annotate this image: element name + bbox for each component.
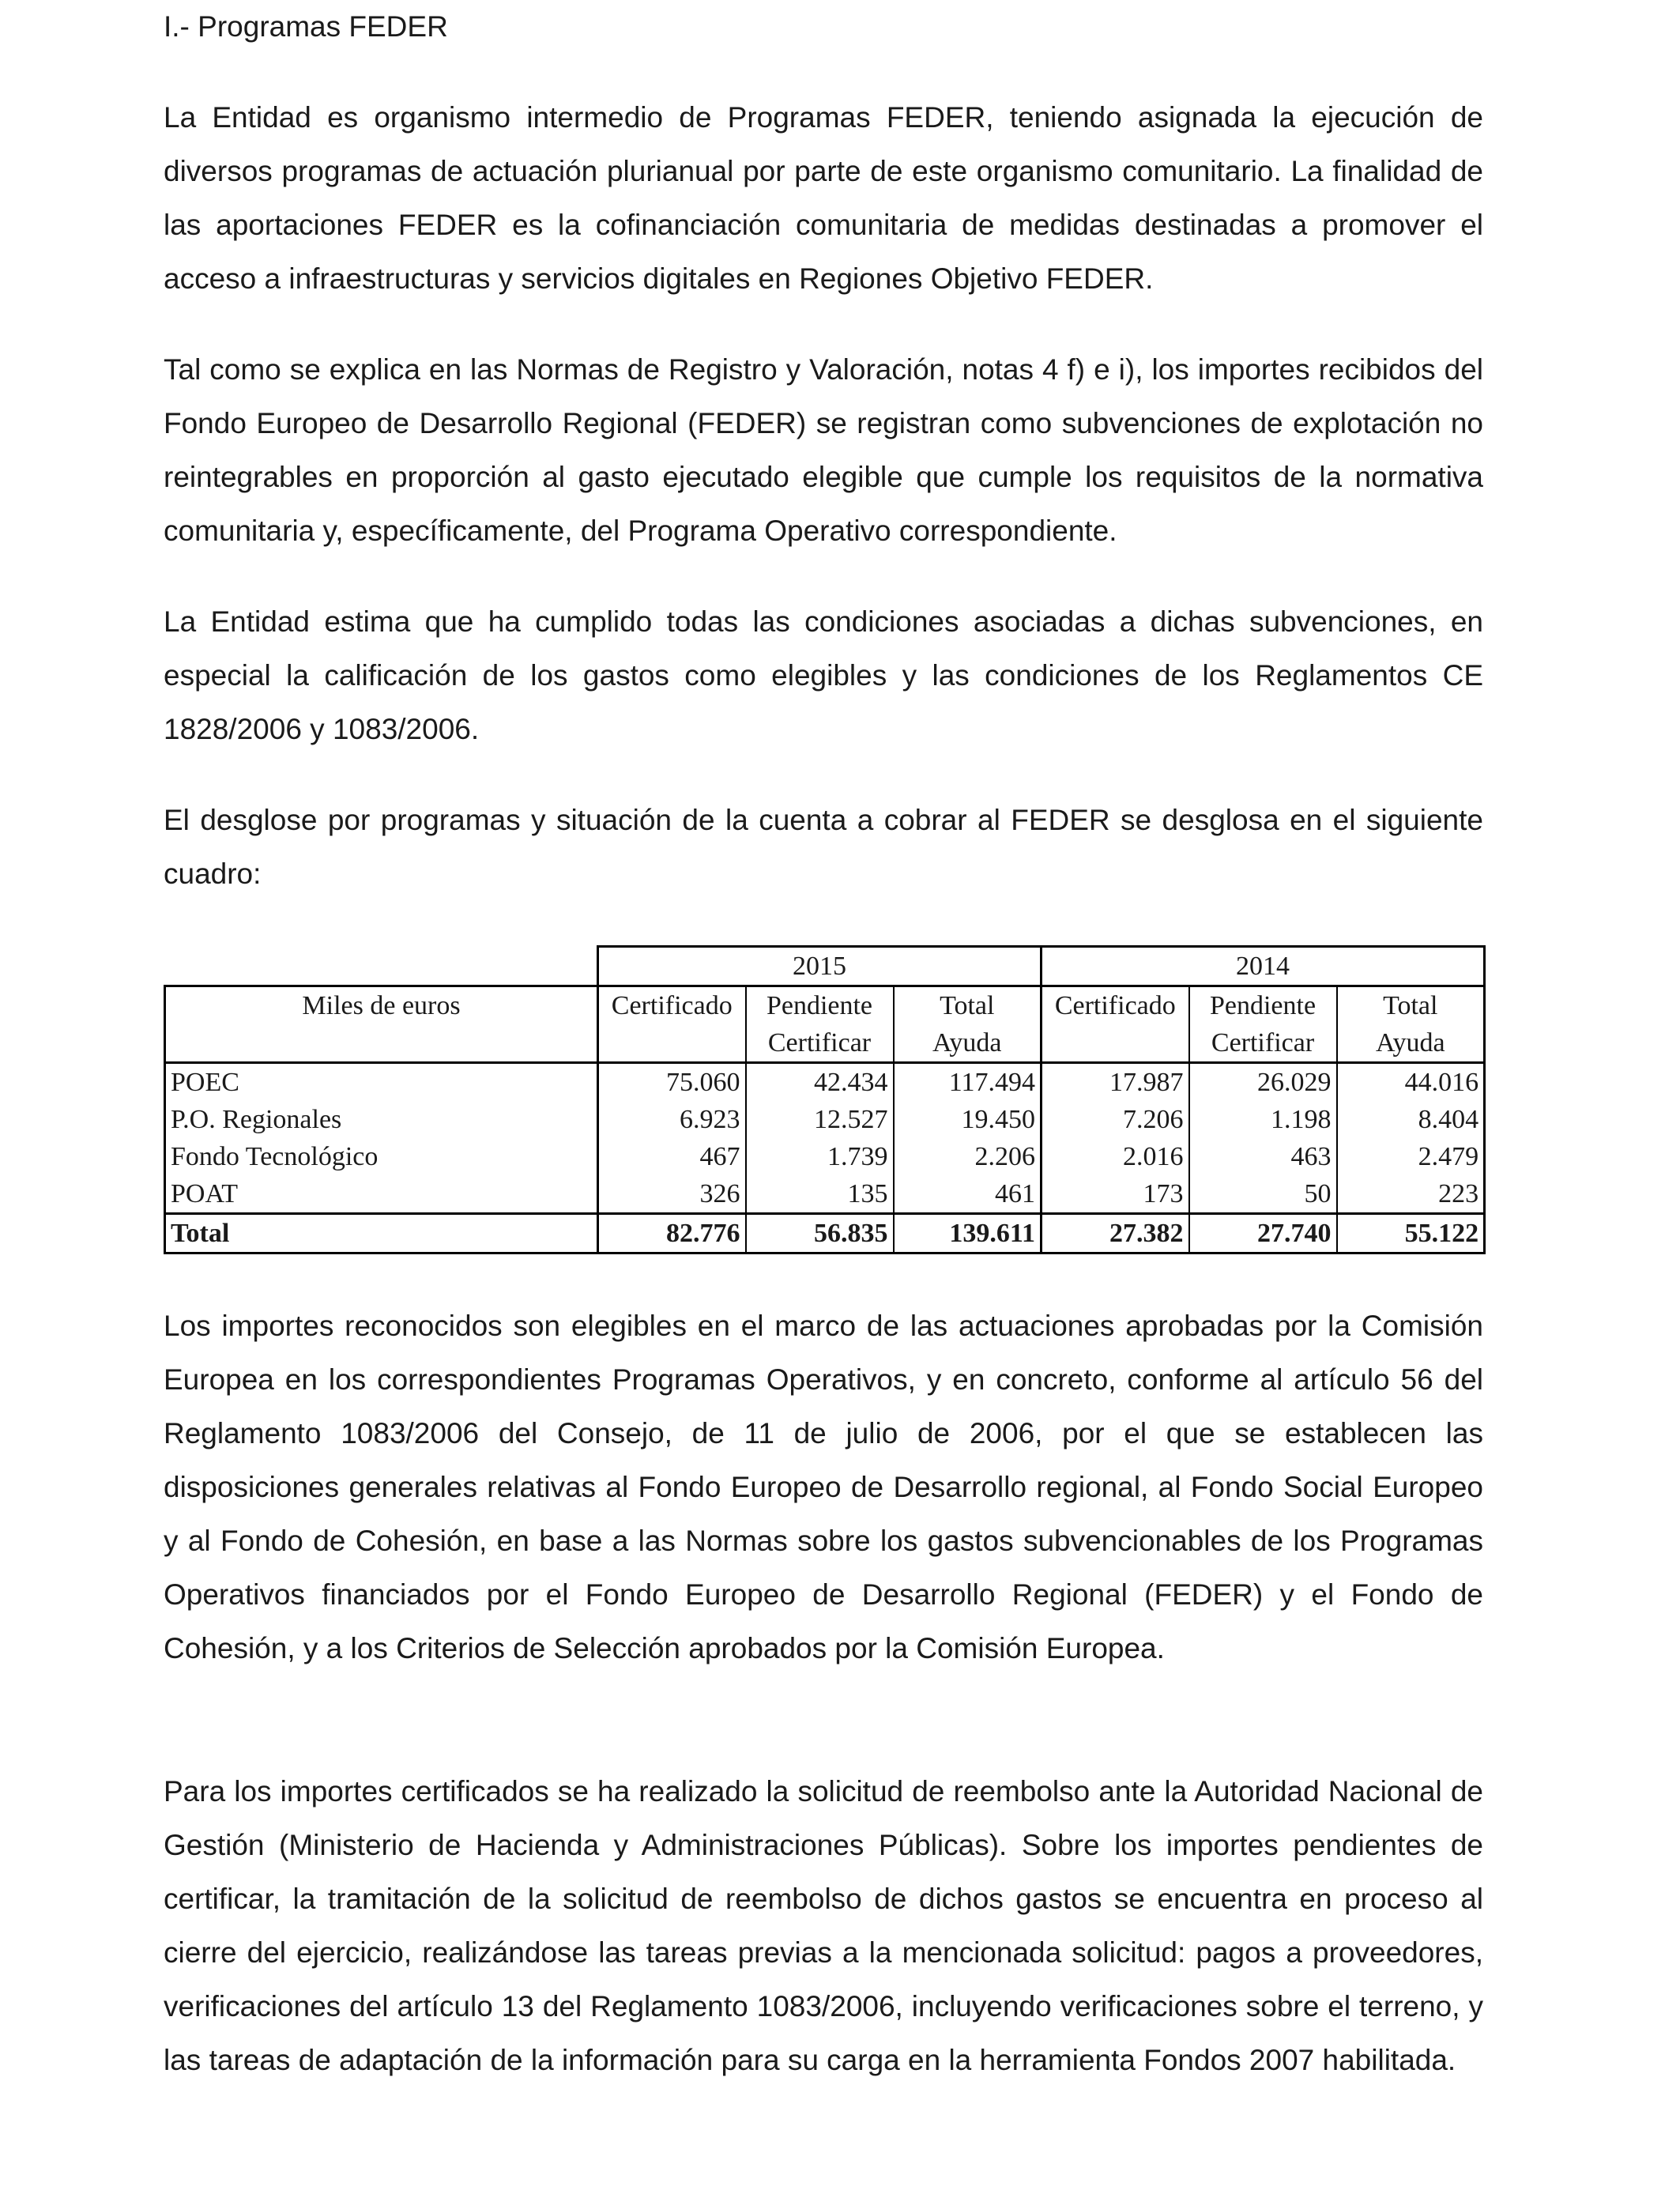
cell: 461 xyxy=(894,1175,1042,1214)
year-2015-header: 2015 xyxy=(598,947,1042,986)
col-header-sub xyxy=(598,1024,746,1063)
row-label: POEC xyxy=(165,1063,598,1102)
paragraph-table-intro: El desglose por programas y situación de la cuenta a cobrar al FEDER se desglosa en el siguiente cuadro: xyxy=(164,804,1483,890)
total-cell: 27.740 xyxy=(1189,1214,1337,1253)
cell: 2.016 xyxy=(1042,1138,1189,1175)
cell: 1.739 xyxy=(746,1138,894,1175)
total-cell: 27.382 xyxy=(1042,1214,1189,1253)
row-label: P.O. Regionales xyxy=(165,1101,598,1138)
total-cell: 82.776 xyxy=(598,1214,746,1253)
year-2014-header: 2014 xyxy=(1042,947,1485,986)
cell: 1.198 xyxy=(1189,1101,1337,1138)
cell: 7.206 xyxy=(1042,1101,1189,1138)
paragraph-eligibility: Los importes reconocidos son elegibles en el marco de las actuaciones aprobadas por la Comisión Europea en los correspondientes Programas Operativos, y en concreto, conforme al artículo 56 del Reglamento 1083/2006 del Consejo, de 11 de julio de 2006, por el que se establecen las disposiciones generales relativas al Fondo Europeo de Desarrollo regional, al Fondo Social Europeo y al Fondo de Cohesión, en base a las Normas sobre los gastos subvencionables de los Programas Operativos financiados por el Fondo Europeo de Desarrollo Regional (FEDER) y el Fondo de Cohesión, y a los Criterios de Selección aprobados por la Comisión Europea. xyxy=(164,1310,1483,1664)
cell: 223 xyxy=(1337,1175,1485,1214)
col-header: Total xyxy=(894,986,1042,1025)
paragraph-intro: La Entidad es organismo intermedio de Programas FEDER, teniendo asignada la ejecución de diversos programas de actuación plurianual por parte de este organismo comunitario. La finalidad de las aportaciones FEDER es la cofinanciación comunitaria de medidas destinadas a promover el acceso a infraestructuras y servicios digitales en Regiones Objetivo FEDER. xyxy=(164,101,1483,295)
cell: 17.987 xyxy=(1042,1063,1189,1102)
cell: 173 xyxy=(1042,1175,1189,1214)
cell: 19.450 xyxy=(894,1101,1042,1138)
cell: 467 xyxy=(598,1138,746,1175)
table-column-header-row-2 xyxy=(165,1024,1485,1063)
cell: 44.016 xyxy=(1337,1063,1485,1102)
cell: 42.434 xyxy=(746,1063,894,1102)
paragraph-conditions: La Entidad estima que ha cumplido todas las condiciones asociadas a dichas subvenciones, en especial la calificación de los gastos como elegibles y las condiciones de los Reglamentos CE 1828/2006 y 1083/2006. xyxy=(164,605,1483,745)
total-cell: 56.835 xyxy=(746,1214,894,1253)
cell: 12.527 xyxy=(746,1101,894,1138)
col-header: Certificado xyxy=(598,986,746,1025)
table-row xyxy=(165,1175,1485,1214)
total-cell: 55.122 xyxy=(1337,1214,1485,1253)
col-header-sub xyxy=(1042,1024,1189,1063)
col-header-sub: Certificar xyxy=(746,1024,894,1063)
table-row xyxy=(165,1063,1485,1102)
paragraph-reimbursement: Para los importes certificados se ha realizado la solicitud de reembolso ante la Autoridad Nacional de Gestión (Ministerio de Hacienda y Administraciones Públicas). Sobre los importes pendientes de certificar, la tramitación de la solicitud de reembolso de dichos gastos se encuentra en proceso al cierre del ejercicio, realizándose las tareas previas a la mencionada solicitud: pagos a proveedores, verificaciones del artículo 13 del Reglamento 1083/2006, incluyendo verificaciones sobre el terreno, y las tareas de adaptación de la información para su carga en la herramienta Fondos 2007 habilitada. xyxy=(164,1775,1483,2076)
cell: 2.206 xyxy=(894,1138,1042,1175)
table-column-header-row xyxy=(165,986,1485,1025)
cell: 135 xyxy=(746,1175,894,1214)
row-label: POAT xyxy=(165,1175,598,1214)
paragraph-accounting: Tal como se explica en las Normas de Registro y Valoración, notas 4 f) e i), los importes recibidos del Fondo Europeo de Desarrollo Regional (FEDER) se registran como subvenciones de explotación no reintegrables en proporción al gasto ejecutado elegible que cumple los requisitos de la normativa comunitaria y, específicamente, del Programa Operativo correspondiente. xyxy=(164,353,1483,547)
row-label: Fondo Tecnológico xyxy=(165,1138,598,1175)
cell: 117.494 xyxy=(894,1063,1042,1102)
col-header-sub: Ayuda xyxy=(1337,1024,1485,1063)
unit-label: Miles de euros xyxy=(165,986,598,1025)
cell: 75.060 xyxy=(598,1063,746,1102)
col-header: Certificado xyxy=(1042,986,1189,1025)
table-row xyxy=(165,1101,1485,1138)
cell: 8.404 xyxy=(1337,1101,1485,1138)
cell: 26.029 xyxy=(1189,1063,1337,1102)
table-total-row xyxy=(165,1214,1485,1253)
col-header: Total xyxy=(1337,986,1485,1025)
col-header: Pendiente xyxy=(1189,986,1337,1025)
section-heading: I.- Programas FEDER xyxy=(164,10,448,43)
total-cell: 139.611 xyxy=(894,1214,1042,1253)
col-header-sub: Certificar xyxy=(1189,1024,1337,1063)
cell: 463 xyxy=(1189,1138,1337,1175)
cell: 50 xyxy=(1189,1175,1337,1214)
cell: 2.479 xyxy=(1337,1138,1485,1175)
col-header-sub: Ayuda xyxy=(894,1024,1042,1063)
feder-breakdown-table xyxy=(164,945,1486,1254)
table-row xyxy=(165,1138,1485,1175)
table-year-row xyxy=(165,947,1485,986)
col-header: Pendiente xyxy=(746,986,894,1025)
cell: 326 xyxy=(598,1175,746,1214)
cell: 6.923 xyxy=(598,1101,746,1138)
total-label: Total xyxy=(165,1214,598,1253)
